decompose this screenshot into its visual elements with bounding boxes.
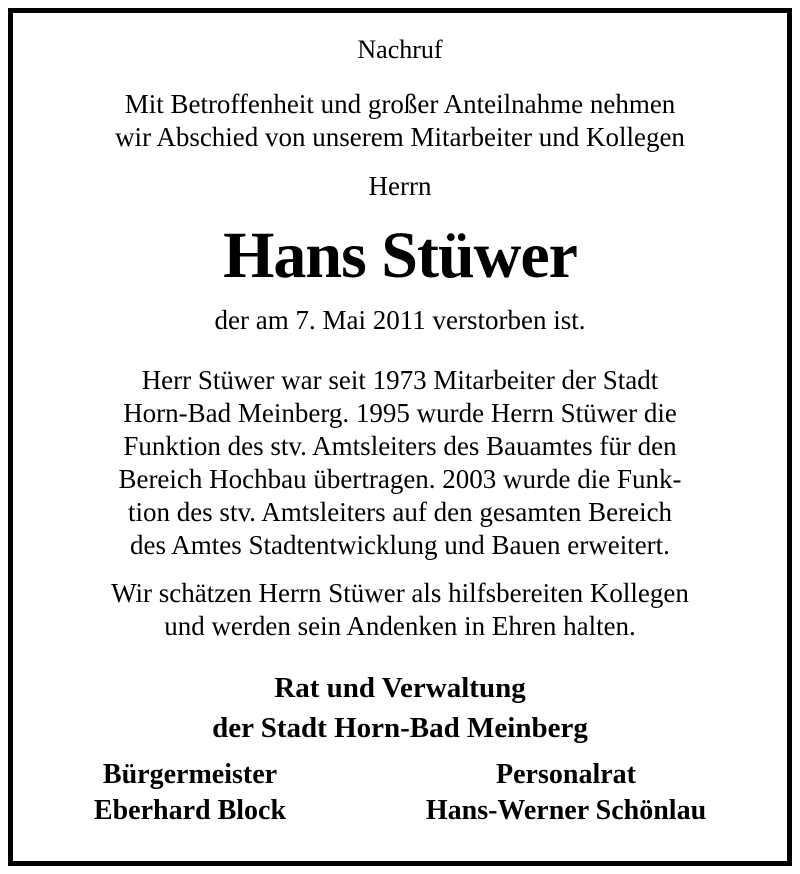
bio-line-6: des Amtes Stadtentwicklung und Bauen erweitert. xyxy=(130,530,670,560)
signatory-title-mayor: Bürgermeister xyxy=(102,759,278,790)
deceased-name: Hans Stüwer xyxy=(223,219,577,292)
intro-line-2: wir Abschied von unserem Mitarbeiter und Kollegen xyxy=(115,122,685,152)
tribute-line-1: Wir schätzen Herrn Stüwer als hilfsbereiten Kollegen xyxy=(111,578,689,608)
signatory-title-staff-council: Personalrat xyxy=(496,759,636,790)
signatory-name-mayor: Eberhard Block xyxy=(93,795,287,826)
org-line-1: Rat und Verwaltung xyxy=(274,672,526,704)
bio-line-2: Horn-Bad Meinberg. 1995 wurde Herrn Stüwer die xyxy=(123,398,677,428)
salutation: Herrn xyxy=(368,171,432,201)
death-line: der am 7. Mai 2011 verstorben ist. xyxy=(214,305,586,335)
heading: Nachruf xyxy=(357,35,443,64)
bio-line-5: tion des stv. Amtsleiters auf den gesamten Bereich xyxy=(127,497,673,527)
tribute-line-2: und werden sein Andenken in Ehren halten. xyxy=(164,611,636,641)
org-line-2: der Stadt Horn-Bad Meinberg xyxy=(212,712,588,744)
signatory-name-staff-council: Hans-Werner Schönlau xyxy=(425,795,707,826)
bio-line-4: Bereich Hochbau übertragen. 2003 wurde die Funk- xyxy=(118,464,682,494)
bio-line-3: Funktion des stv. Amtsleiters des Bauamtes für den xyxy=(123,431,677,461)
intro-line-1: Mit Betroffenheit und großer Anteilnahme nehmen xyxy=(124,89,676,119)
bio-line-1: Herr Stüwer war seit 1973 Mitarbeiter der Stadt xyxy=(141,365,659,395)
